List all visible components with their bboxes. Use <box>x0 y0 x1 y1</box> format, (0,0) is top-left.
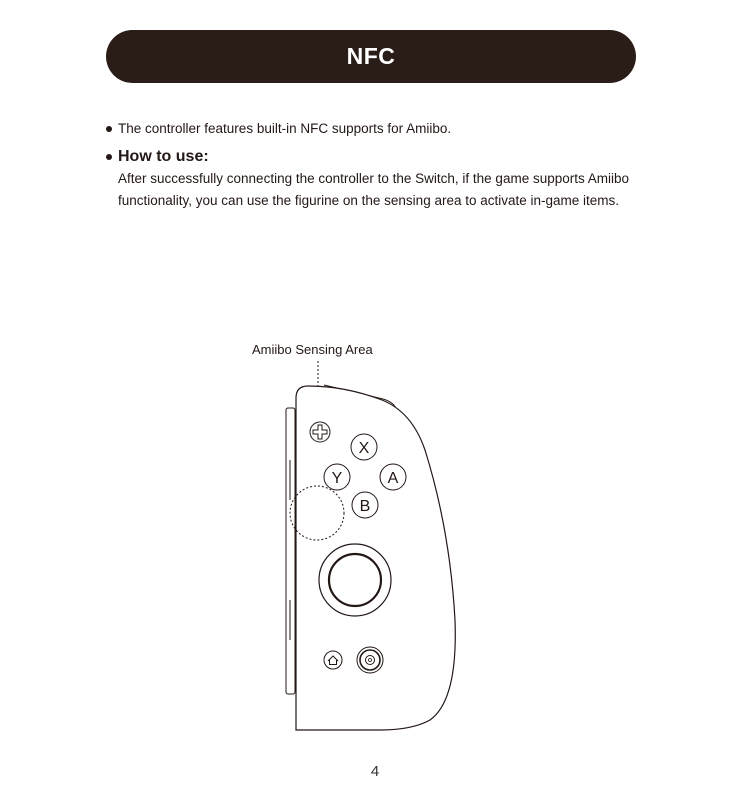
x-button <box>351 434 377 460</box>
controller-rail <box>286 408 295 694</box>
page-number: 4 <box>370 763 380 780</box>
how-to-paragraph: After successfully connecting the controller to the Switch, if the game supports Amiibo functionality, you can use the figurine on the sensing area to activate in-game items. <box>118 171 630 208</box>
a-button-label: A <box>387 470 399 487</box>
y-button <box>324 464 350 490</box>
feature-text: The controller features built-in NFC supports for Amiibo. <box>118 121 452 136</box>
section-title: NFC <box>346 43 396 69</box>
a-button <box>380 464 406 490</box>
b-button-label: B <box>359 498 371 515</box>
controller-body <box>296 386 455 730</box>
sensing-area-label: Amiibo Sensing Area <box>252 342 373 357</box>
b-button <box>352 492 378 518</box>
x-button-label: X <box>358 440 370 457</box>
how-to-heading-text: How to use: <box>118 148 209 165</box>
y-button-label: Y <box>331 470 343 487</box>
